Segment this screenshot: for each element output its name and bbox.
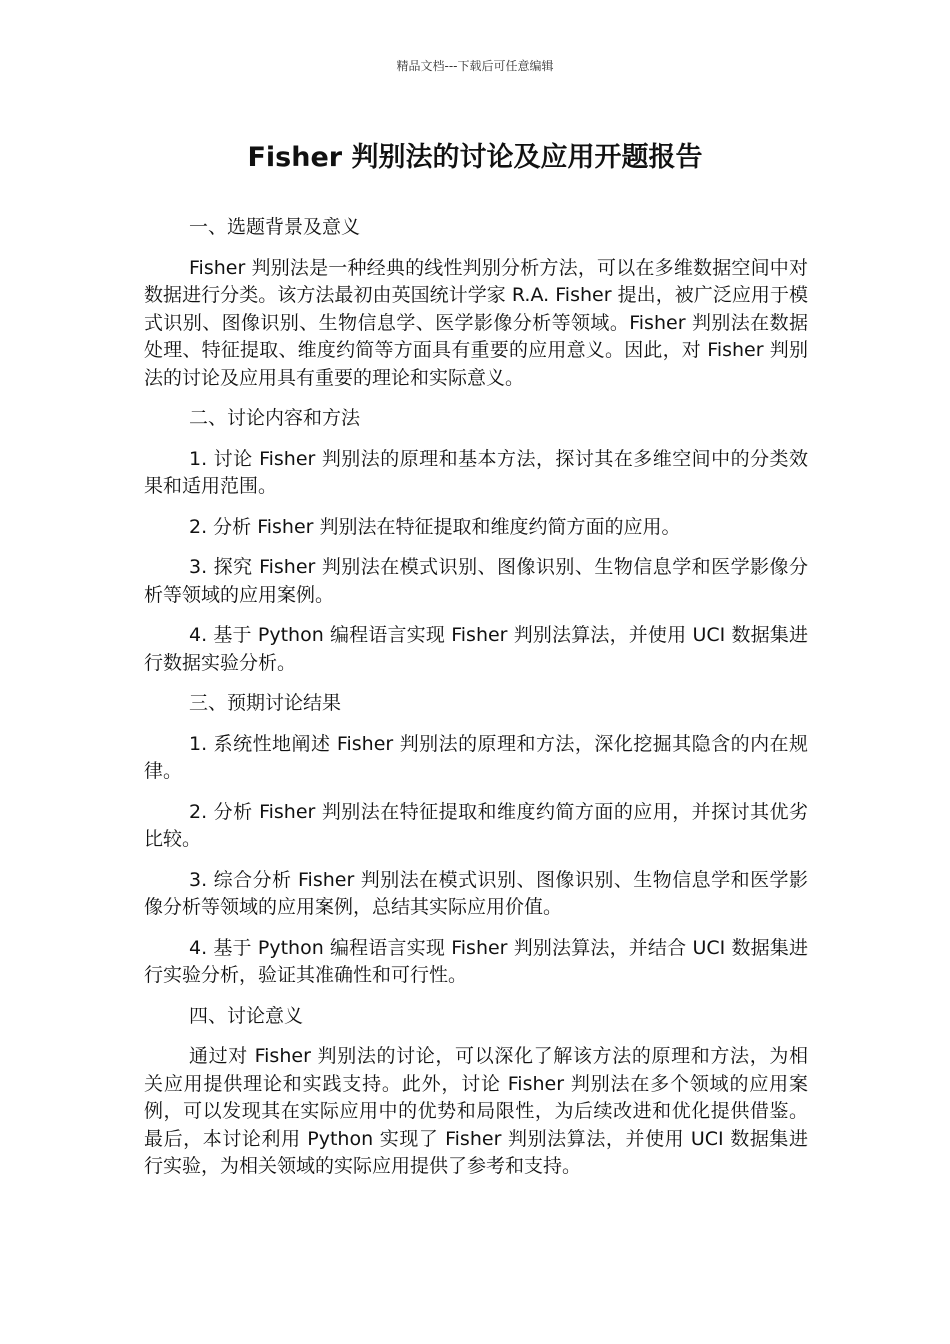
section-heading: 三、预期讨论结果 — [189, 692, 342, 714]
list-item: 2. 分析 Fisher 判别法在特征提取和维度约简方面的应用。 — [189, 515, 681, 538]
list-item: 3. 探究 Fisher 判别法在模式识别、图像识别、生物信息学和医学影像分析等领域的应用案例。 — [144, 556, 808, 606]
list-item: 2. 分析 Fisher 判别法在特征提取和维度约简方面的应用，并探讨其优劣比较。 — [144, 800, 808, 850]
page-header-note: 精品文档---下载后可任意编辑 — [396, 59, 554, 73]
document-title: Fisher 判别法的讨论及应用开题报告 — [247, 142, 703, 173]
document-body — [144, 214, 808, 1194]
list-item: 1. 讨论 Fisher 判别法的原理和基本方法，探讨其在多维空间中的分类效果和适用范围。 — [144, 447, 808, 497]
section-heading: 四、讨论意义 — [189, 1004, 304, 1027]
section-heading: 二、讨论内容和方法 — [189, 407, 361, 429]
list-item: 1. 系统性地阐述 Fisher 判别法的原理和方法，深化挖掘其隐含的内在规律。 — [144, 732, 808, 782]
list-item: 3. 综合分析 Fisher 判别法在模式识别、图像识别、生物信息学和医学影像分析等领域的应用案例，总结其实际应用价值。 — [144, 868, 808, 918]
section-paragraph: Fisher 判别法是一种经典的线性判别分析方法，可以在多维数据空间中对数据进行分类。该方法最初由英国统计学家 R.A. Fisher 提出，被广泛应用于模式识别、图像识别、生物信息学、医学影像分析等领域。Fisher 判别法在数据处理、特征提取、维度约简等方面具有重要的应用意义。因此，对 Fisher 判别法的讨论及应用具有重要的理论和实际意义。 — [144, 256, 808, 389]
section-paragraph: 通过对 Fisher 判别法的讨论，可以深化了解该方法的原理和方法，为相关应用提供理论和实践支持。此外，讨论 Fisher 判别法在多个领域的应用案例，可以发现其在实际应用中的优势和局限性，为后续改进和优化提供借鉴。最后，本讨论利用 Python 实现了 Fisher 判别法算法，并使用 UCI 数据集进行实验，为相关领域的实际应用提供了参考和支持。 — [144, 1045, 808, 1177]
list-item: 4. 基于 Python 编程语言实现 Fisher 判别法算法，并结合 UCI 数据集进行实验分析，验证其准确性和可行性。 — [144, 936, 808, 986]
list-item: 4. 基于 Python 编程语言实现 Fisher 判别法算法，并使用 UCI 数据集进行数据实验分析。 — [144, 624, 808, 674]
section-heading: 一、选题背景及意义 — [189, 216, 361, 238]
